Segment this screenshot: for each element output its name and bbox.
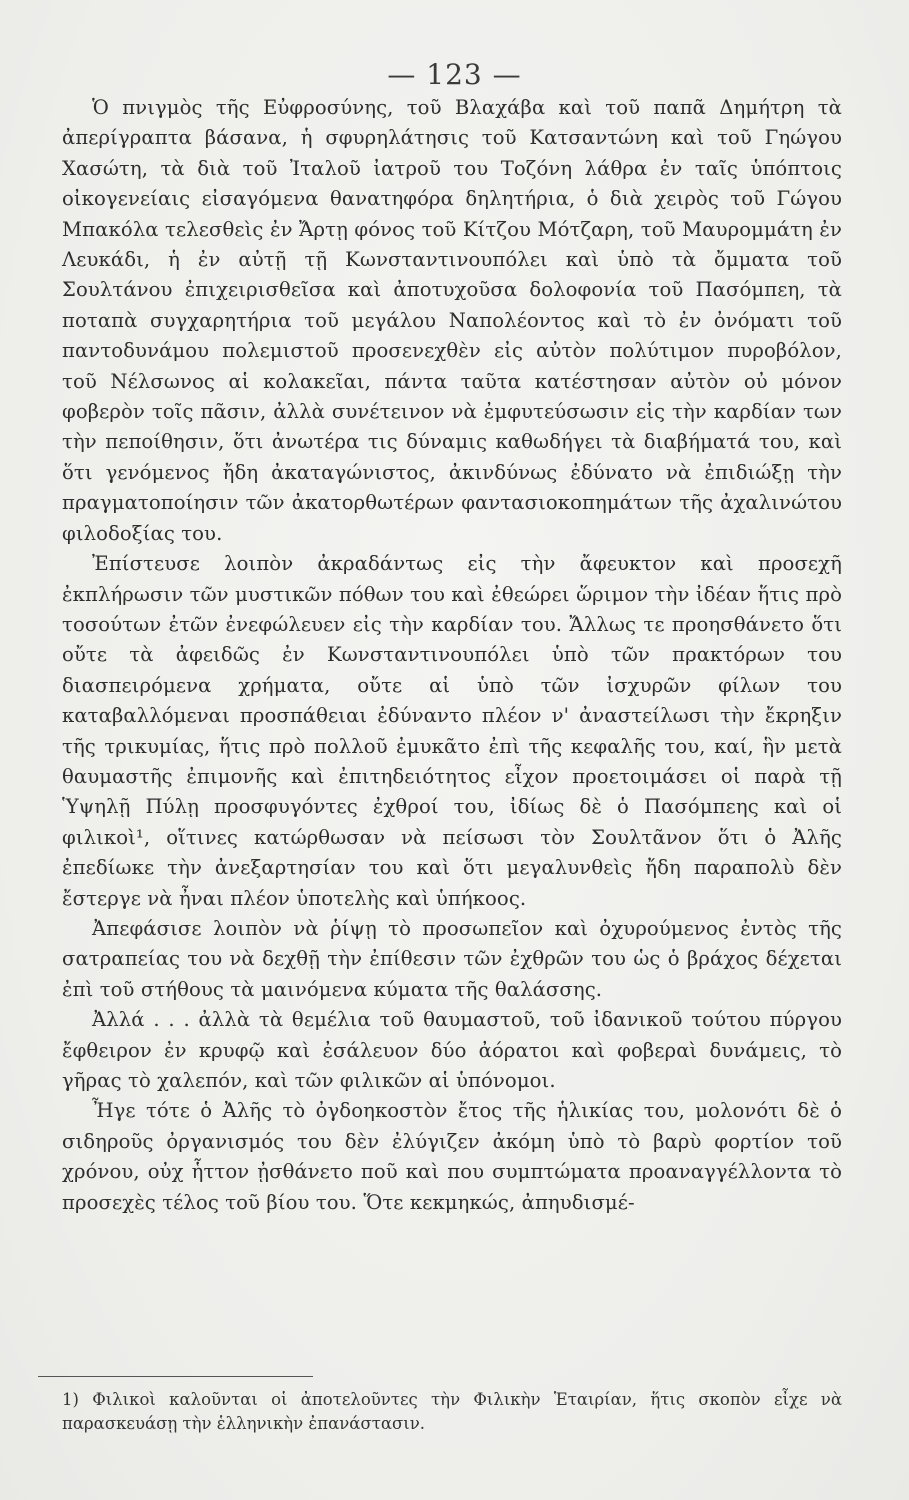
- footnote: 1) Φιλικοὶ καλοῦνται οἱ ἀποτελοῦντες τὴν Φιλικὴν Ἑταιρίαν, ἥτις σκοπὸν εἶχε νὰ παρασκευάσῃ τὴν ἑλληνικὴν ἐπανάστασιν.: [62, 1390, 842, 1433]
- paragraph: Ὁ πνιγμὸς τῆς Εὐφροσύνης, τοῦ Βλαχάβα καὶ τοῦ παπᾶ Δημήτρη τὰ ἀπερίγραπτα βάσανα, ἡ σφυρηλάτησις τοῦ Κατσαντώνη καὶ τοῦ Γηώγου Χασώτη, τὰ διὰ τοῦ Ἰταλοῦ ἰατροῦ του Τοζόνη λάθρα ἐν ταῖς ὑπόπτοις οἰκογενείαις εἰσαγόμενα θανατηφόρα δηλητήρια, ὁ διὰ χειρὸς τοῦ Γώγου Μπακόλα τελεσθεὶς ἐν Ἄρτῃ φόνος τοῦ Κίτζου Μότζαρη, τοῦ Μαυρομμάτη ἐν Λευκάδι, ἡ ἐν αὐτῇ τῇ Κωνσταντινουπόλει καὶ ὑπὸ τὰ ὄμματα τοῦ Σουλτάνου ἐπιχειρισθεῖσα καὶ ἀποτυχοῦσα δολοφονία τοῦ Πασόμπεη, τὰ ποταπὰ συγχαρητήρια τοῦ μεγάλου Ναπολέοντος καὶ τὸ ἐν ὀνόματι τοῦ παντοδυνάμου πολεμιστοῦ προσενεχθὲν εἰς αὐτὸν πολύτιμον πυροβόλον, τοῦ Νέλσωνος αἱ κολακεῖαι, πάντα ταῦτα κατέστησαν αὐτὸν οὐ μόνον φοβερὸν τοῖς πᾶσιν, ἀλλὰ συνέτεινον νὰ ἐμφυτεύσωσιν εἰς τὴν καρδίαν των τὴν πεποίθησιν, ὅτι ἀνωτέρα τις δύναμις καθωδήγει τὰ διαβήματά του, καὶ ὅτι γενόμενος ἤδη ἀκαταγώνιστος, ἀκινδύνως ἐδύνατο νὰ ἐπιδιώξῃ τὴν πραγματοποίησιν τῶν ἀκατορθωτέρων φαντασιοκοπημάτων τῆς ἀχαλινώτου φιλοδοξίας του.: [62, 96, 842, 545]
- page-number: — 123 —: [387, 58, 522, 91]
- paragraph: Ἐπίστευσε λοιπὸν ἀκραδάντως εἰς τὴν ἄφευκτον καὶ προσεχῆ ἐκπλήρωσιν τῶν μυστικῶν πόθων του καὶ ἐθεώρει ὥριμον τὴν ἰδέαν ἥτις πρὸ τοσούτων ἐτῶν ἐνεφώλευεν εἰς τὴν καρδίαν του. Ἄλλως τε προησθάνετο ὅτι οὔτε τὰ ἀφειδῶς ἐν Κωνσταντινουπόλει ὑπὸ τῶν πρακτόρων του διασπειρόμενα χρήματα, οὔτε αἱ ὑπὸ τῶν ἰσχυρῶν φίλων του καταβαλλόμεναι προσπάθειαι ἐδύναντο πλέον ν' ἀναστείλωσι τὴν ἔκρηξιν τῆς τρικυμίας, ἥτις πρὸ πολλοῦ ἐμυκᾶτο ἐπὶ τῆς κεφαλῆς του, καί, ἣν μετὰ θαυμαστῆς ἐπιμονῆς καὶ ἐπιτηδειότητος εἶχον προετοιμάσει οἱ παρὰ τῇ Ὑψηλῇ Πύλῃ προσφυγόντες ἐχθροί του, ἰδίως δὲ ὁ Πασόμπεης καὶ οἱ φιλικοὶ¹, οἵτινες κατώρθωσαν νὰ πείσωσι τὸν Σουλτᾶνον ὅτι ὁ Ἀλῆς ἐπεδίωκε τὴν ἀνεξαρτησίαν του καὶ ὅτι μεγαλυνθεὶς ἤδη παραπολὺ δὲν ἔστεργε νὰ ἦναι πλέον ὑποτελὴς καὶ ὑπήκοος.: [62, 552, 842, 910]
- main-text: [62, 93, 842, 1218]
- paragraph: Ἦγε τότε ὁ Ἀλῆς τὸ ὀγδοηκοστὸν ἔτος τῆς ἡλικίας του, μολονότι δὲ ὁ σιδηροῦς ὀργανισμός του δὲν ἐλύγιζεν ἀκόμη ὑπὸ τὸ βαρὺ φορτίον τοῦ χρόνου, οὐχ ἧττον ᾐσθάνετο ποῦ καὶ που συμπτώματα προαναγγέλλοντα τὸ προσεχὲς τέλος τοῦ βίου του. Ὅτε κεκμηκώς, ἀπηυδισμέ-: [62, 1099, 842, 1214]
- paragraph: Ἀπεφάσισε λοιπὸν νὰ ῥίψῃ τὸ προσωπεῖον καὶ ὀχυρούμενος ἐντὸς τῆς σατραπείας του νὰ δεχθῇ τὴν ἐπίθεσιν τῶν ἐχθρῶν του ὡς ὁ βράχος δέχεται ἐπὶ τοῦ στήθους τὰ μαινόμενα κύματα τῆς θαλάσσης.: [62, 916, 842, 1001]
- paragraph: Ἀλλά . . . ἀλλὰ τὰ θεμέλια τοῦ θαυμαστοῦ, τοῦ ἰδανικοῦ τούτου πύργου ἔφθειρον ἐν κρυφῷ καὶ ἐσάλευον δύο ἀόρατοι καὶ φοβεραὶ δυνάμεις, τὸ γῆρας τὸ χαλεπόν, καὶ τῶν φιλικῶν αἱ ὑπόνομοι.: [62, 1008, 842, 1092]
- footnote-divider: [38, 1376, 313, 1377]
- footnotes: [62, 1388, 842, 1436]
